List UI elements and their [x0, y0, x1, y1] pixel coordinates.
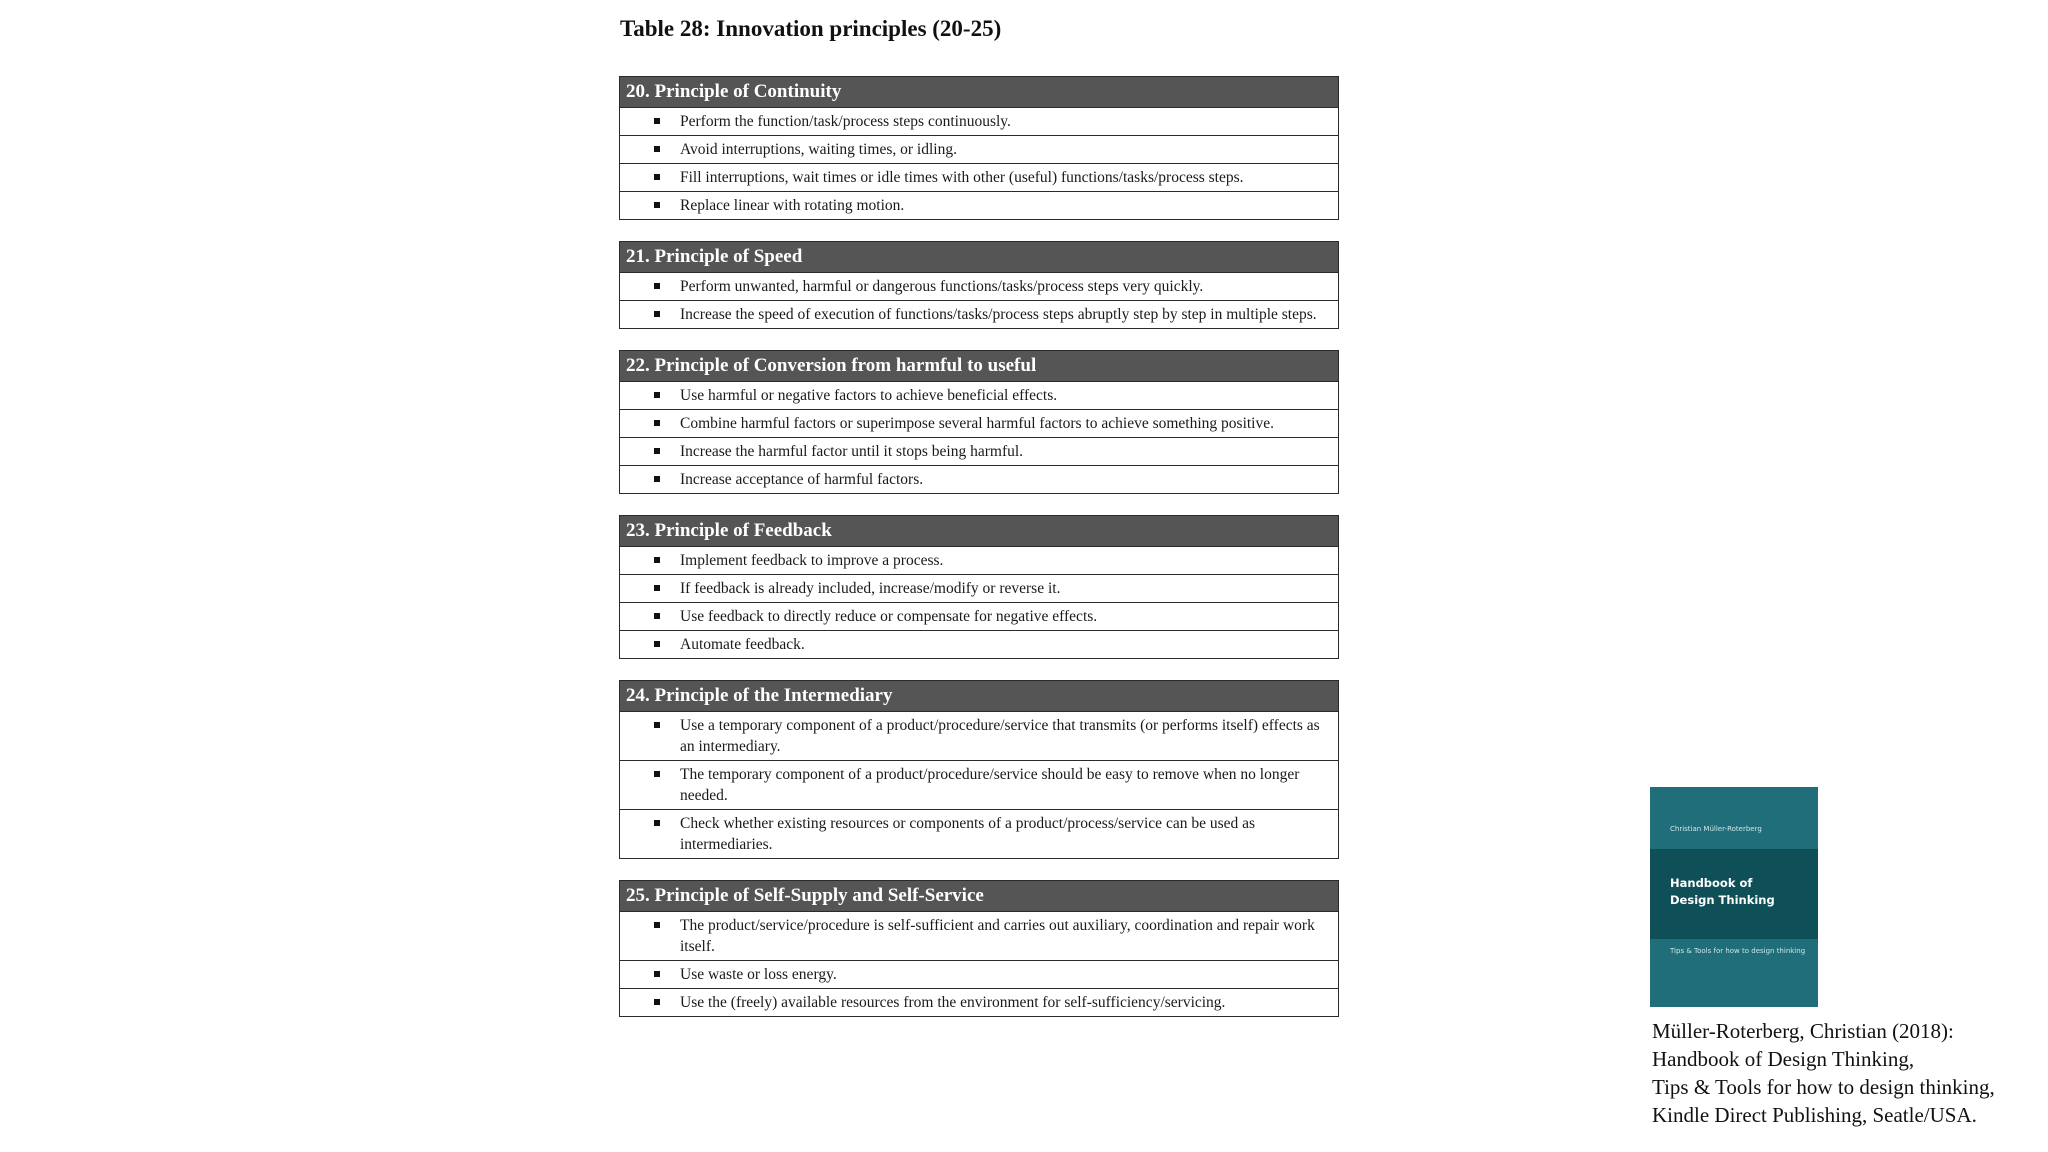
section-header: 20. Principle of Continuity — [620, 76, 1338, 107]
citation-line: Handbook of Design Thinking, — [1652, 1047, 1915, 1071]
principle-section — [619, 350, 1339, 494]
row-text: Automate feedback. — [680, 636, 805, 653]
square-bullet-icon — [620, 915, 680, 957]
square-bullet-icon — [620, 606, 680, 627]
row-text: Increase the speed of execution of functions/tasks/process steps abruptly step by step in multiple steps. — [680, 306, 1317, 323]
table-row — [620, 574, 1338, 602]
table-row — [620, 107, 1338, 135]
principle-section — [619, 76, 1339, 220]
table-row — [620, 546, 1338, 574]
row-text: Increase the harmful factor until it stops being harmful. — [680, 443, 1024, 460]
row-text: Use the (freely) available resources from the environment for self-sufficiency/servicing. — [680, 994, 1226, 1011]
table-row — [620, 465, 1338, 493]
table-row — [620, 135, 1338, 163]
row-text: Fill interruptions, wait times or idle times with other (useful) functions/tasks/process steps. — [680, 169, 1244, 186]
table-row — [620, 163, 1338, 191]
table-row — [620, 711, 1338, 760]
square-bullet-icon — [620, 195, 680, 216]
row-text: If feedback is already included, increase/modify or reverse it. — [680, 580, 1061, 597]
row-text: Combine harmful factors or superimpose several harmful factors to achieve something positive. — [680, 415, 1274, 432]
row-text: Increase acceptance of harmful factors. — [680, 471, 924, 488]
table-row — [620, 602, 1338, 630]
square-bullet-icon — [620, 992, 680, 1013]
square-bullet-icon — [620, 304, 680, 325]
square-bullet-icon — [620, 167, 680, 188]
section-header: 23. Principle of Feedback — [620, 515, 1338, 546]
table-row — [620, 381, 1338, 409]
page-title: Table 28: Innovation principles (20-25) — [620, 16, 1002, 41]
row-text: Replace linear with rotating motion. — [680, 197, 905, 214]
table-row — [620, 409, 1338, 437]
square-bullet-icon — [620, 111, 680, 132]
book-cover-title: Handbook of Design Thinking — [1670, 876, 1775, 907]
citation-line: Kindle Direct Publishing, Seatle/USA. — [1652, 1103, 1977, 1127]
principle-section — [619, 241, 1339, 329]
row-text: Use feedback to directly reduce or compensate for negative effects. — [680, 608, 1098, 625]
square-bullet-icon — [620, 276, 680, 297]
square-bullet-icon — [620, 469, 680, 490]
book-cover-subtitle: Tips & Tools for how to design thinking — [1670, 947, 1806, 955]
book-cover-image — [1650, 787, 1818, 1007]
citation — [1652, 1017, 1995, 1129]
principles-table — [619, 76, 1339, 1038]
row-text: Use a temporary component of a product/procedure/service that transmits (or performs itself) effects as an intermediary. — [680, 717, 1320, 755]
row-text: Perform the function/task/process steps continuously. — [680, 113, 1011, 130]
row-text: Use waste or loss energy. — [680, 966, 837, 983]
book-cover-author: Christian Müller-Roterberg — [1670, 825, 1762, 833]
table-row — [620, 191, 1338, 219]
square-bullet-icon — [620, 964, 680, 985]
square-bullet-icon — [620, 813, 680, 855]
citation-line: Müller-Roterberg, Christian (2018): — [1652, 1019, 1954, 1043]
row-text: The product/service/procedure is self-sufficient and carries out auxiliary, coordination and repair work itself. — [680, 917, 1315, 955]
section-header: 22. Principle of Conversion from harmful to useful — [620, 350, 1338, 381]
row-text: Use harmful or negative factors to achieve beneficial effects. — [680, 387, 1058, 404]
section-header: 24. Principle of the Intermediary — [620, 680, 1338, 711]
citation-line: Tips & Tools for how to design thinking, — [1652, 1075, 1995, 1099]
square-bullet-icon — [620, 634, 680, 655]
section-header: 21. Principle of Speed — [620, 241, 1338, 272]
principle-section — [619, 680, 1339, 859]
table-row — [620, 630, 1338, 658]
table-row — [620, 809, 1338, 858]
row-text: Perform unwanted, harmful or dangerous functions/tasks/process steps very quickly. — [680, 278, 1204, 295]
square-bullet-icon — [620, 385, 680, 406]
square-bullet-icon — [620, 764, 680, 806]
principle-section — [619, 880, 1339, 1017]
square-bullet-icon — [620, 578, 680, 599]
row-text: The temporary component of a product/procedure/service should be easy to remove when no longer needed. — [680, 766, 1300, 804]
table-row — [620, 272, 1338, 300]
row-text: Avoid interruptions, waiting times, or idling. — [680, 141, 957, 158]
table-row — [620, 760, 1338, 809]
square-bullet-icon — [620, 413, 680, 434]
table-row — [620, 988, 1338, 1016]
square-bullet-icon — [620, 441, 680, 462]
square-bullet-icon — [620, 550, 680, 571]
table-row — [620, 300, 1338, 328]
row-text: Check whether existing resources or components of a product/process/service can be used as intermediaries. — [680, 815, 1256, 853]
principle-section — [619, 515, 1339, 659]
square-bullet-icon — [620, 139, 680, 160]
table-row — [620, 911, 1338, 960]
row-text: Implement feedback to improve a process. — [680, 552, 944, 569]
square-bullet-icon — [620, 715, 680, 757]
table-row — [620, 437, 1338, 465]
section-header: 25. Principle of Self-Supply and Self-Service — [620, 880, 1338, 911]
table-row — [620, 960, 1338, 988]
